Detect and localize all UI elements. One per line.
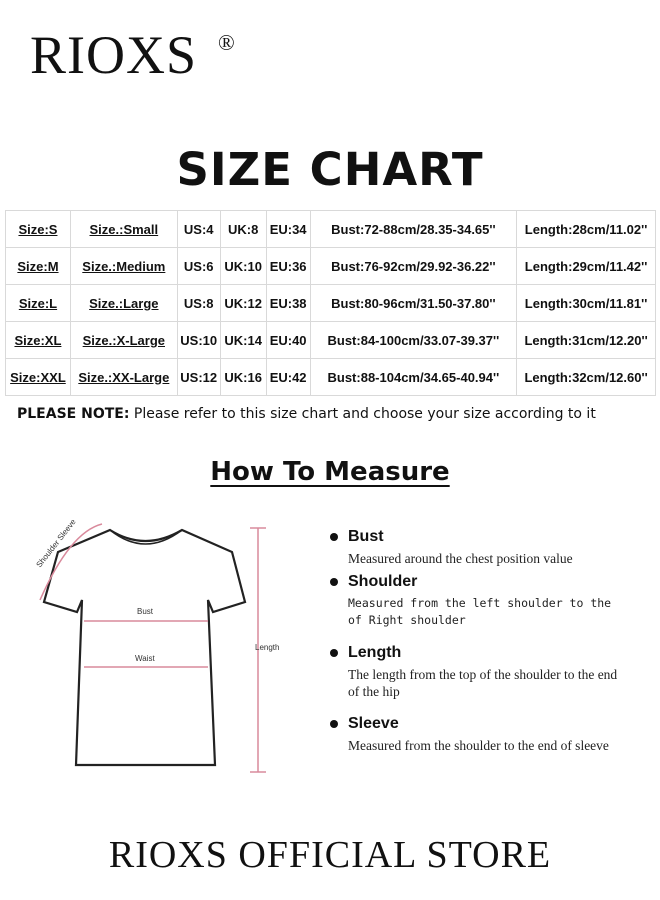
table-cell: Size:S bbox=[6, 211, 71, 248]
table-cell: Size:XXL bbox=[6, 359, 71, 396]
table-row bbox=[6, 322, 656, 359]
table-cell: Length:29cm/11.42'' bbox=[517, 248, 656, 285]
table-cell: Size.:Large bbox=[70, 285, 177, 322]
table-cell: UK:14 bbox=[220, 322, 266, 359]
how-to-measure-heading bbox=[0, 457, 660, 487]
measure-name: Sleeve bbox=[348, 715, 399, 732]
bullet-icon bbox=[330, 720, 338, 728]
table-cell: UK:8 bbox=[220, 211, 266, 248]
shoulder-sleeve-label: Shoulder Sleeve bbox=[34, 517, 78, 570]
measure-item-bust bbox=[330, 528, 573, 567]
table-cell: US:4 bbox=[177, 211, 220, 248]
measure-desc: Measured from the shoulder to the end of sleeve bbox=[348, 738, 609, 753]
measure-name: Bust bbox=[348, 528, 384, 545]
bullet-icon bbox=[330, 649, 338, 657]
measure-desc: Measured around the chest position value bbox=[348, 551, 573, 566]
waist-label: Waist bbox=[135, 654, 155, 663]
table-cell: US:12 bbox=[177, 359, 220, 396]
measure-item-shoulder bbox=[330, 573, 630, 629]
table-cell: UK:16 bbox=[220, 359, 266, 396]
note-label: PLEASE NOTE: bbox=[17, 406, 130, 422]
table-cell: EU:36 bbox=[266, 248, 310, 285]
table-cell: EU:34 bbox=[266, 211, 310, 248]
bust-label: Bust bbox=[137, 607, 154, 616]
measure-item-sleeve bbox=[330, 715, 620, 754]
table-cell: EU:38 bbox=[266, 285, 310, 322]
note-text: Please refer to this size chart and choose your size according to it bbox=[129, 406, 596, 422]
table-row bbox=[6, 285, 656, 322]
footer-store-name: RIOXS OFFICIAL STORE bbox=[108, 834, 552, 876]
table-cell: UK:10 bbox=[220, 248, 266, 285]
table-cell: Length:30cm/11.81'' bbox=[517, 285, 656, 322]
table-cell: Length:32cm/12.60'' bbox=[517, 359, 656, 396]
table-cell: Bust:76-92cm/29.92-36.22'' bbox=[310, 248, 517, 285]
table-cell: Size:L bbox=[6, 285, 71, 322]
registered-mark: ® bbox=[218, 30, 235, 55]
measure-desc: The length from the top of the shoulder to the end of the hip bbox=[348, 667, 618, 699]
tshirt-measure-diagram bbox=[0, 510, 300, 790]
table-cell: UK:12 bbox=[220, 285, 266, 322]
table-cell: Length:31cm/12.20'' bbox=[517, 322, 656, 359]
table-cell: EU:40 bbox=[266, 322, 310, 359]
size-chart-table bbox=[5, 210, 656, 396]
page-title: SIZE CHART bbox=[176, 143, 484, 196]
table-cell: Size.:Medium bbox=[70, 248, 177, 285]
tshirt-outline bbox=[44, 530, 245, 765]
table-row bbox=[6, 211, 656, 248]
table-cell: Bust:80-96cm/31.50-37.80'' bbox=[310, 285, 517, 322]
measure-name: Length bbox=[348, 644, 402, 661]
table-cell: Length:28cm/11.02'' bbox=[517, 211, 656, 248]
table-cell: Bust:88-104cm/34.65-40.94'' bbox=[310, 359, 517, 396]
table-cell: Size.:XX-Large bbox=[70, 359, 177, 396]
table-cell: EU:42 bbox=[266, 359, 310, 396]
length-label: Length bbox=[255, 643, 280, 652]
shoulder-sleeve-line bbox=[40, 524, 102, 600]
measure-item-length bbox=[330, 644, 620, 700]
how-to-measure-title: How To Measure bbox=[210, 457, 450, 487]
bullet-icon bbox=[330, 533, 338, 541]
size-note bbox=[17, 406, 596, 422]
table-cell: Size.:Small bbox=[70, 211, 177, 248]
table-cell: Bust:72-88cm/28.35-34.65'' bbox=[310, 211, 517, 248]
table-row bbox=[6, 248, 656, 285]
table-cell: Size.:X-Large bbox=[70, 322, 177, 359]
measure-desc: Measured from the left shoulder to the of Right shoulder bbox=[348, 596, 612, 627]
table-cell: Size:XL bbox=[6, 322, 71, 359]
table-cell: US:10 bbox=[177, 322, 220, 359]
table-cell: Bust:84-100cm/33.07-39.37'' bbox=[310, 322, 517, 359]
bullet-icon bbox=[330, 578, 338, 586]
table-row bbox=[6, 359, 656, 396]
measure-name: Shoulder bbox=[348, 573, 418, 590]
table-cell: Size:M bbox=[6, 248, 71, 285]
brand-logo: RIOXS bbox=[30, 25, 198, 85]
table-cell: US:6 bbox=[177, 248, 220, 285]
table-cell: US:8 bbox=[177, 285, 220, 322]
